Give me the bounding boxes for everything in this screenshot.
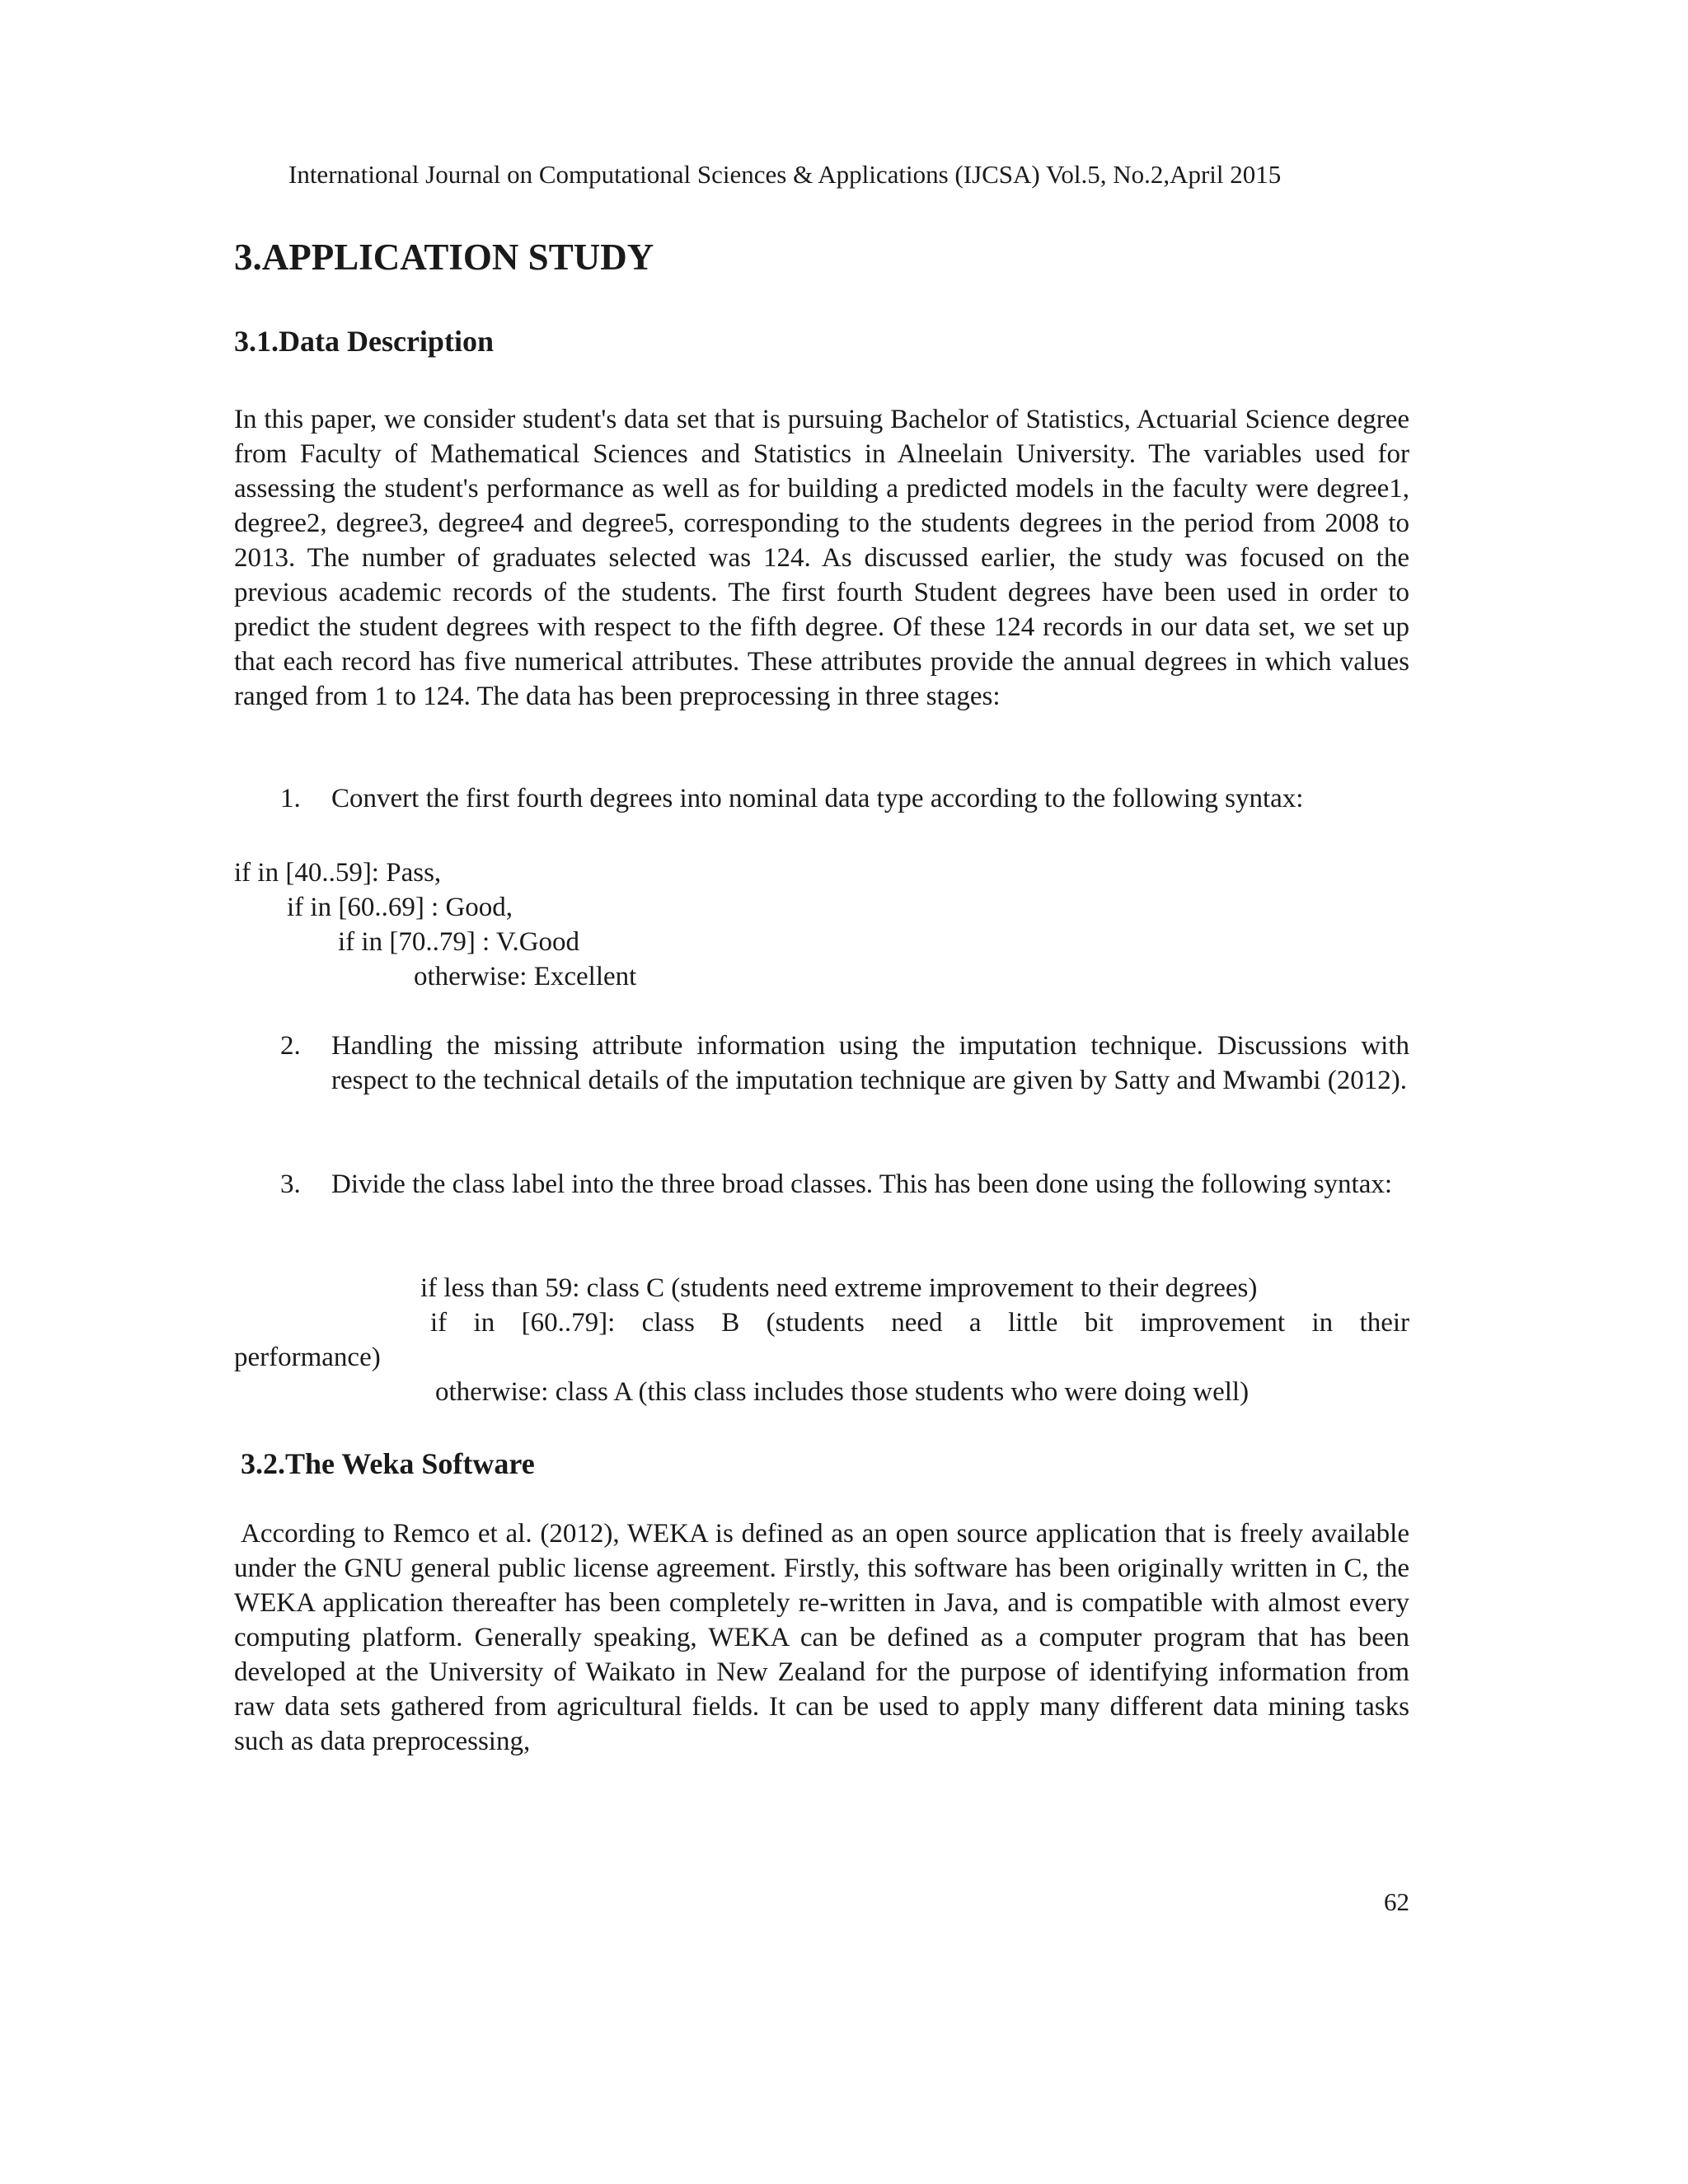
weka-paragraph: According to Remco et al. (2012), WEKA is defined as an open source application that is freely available under the GNU general public license agreement. Firstly, this software has been originally written in C, the WEKA application thereafter has been completely re-written in Java, and is compatible with almost every computing platform. Generally speaking, WEKA can be defined as a computer program that has been developed at the University of Waikato in New Zealand for the purpose of identifying information from raw data sets gathered from agricultural fields. It can be used to apply many different data mining tasks such as data preprocessing,: [234, 1519, 1409, 1756]
grade-syntax-line-1: if in [40..59]: Pass,: [234, 858, 442, 888]
step-1-text: Convert the first fourth degrees into nominal data type according to the following syntax:: [331, 784, 1304, 813]
step-1: [280, 781, 1409, 816]
class-syntax-line-2: if in [60..79]: class B (students need a little bit improvement in their: [430, 1308, 1409, 1338]
step-3-number: 3.: [280, 1169, 301, 1199]
step-3-text: Divide the class label into the three broad classes. This has been done using the following syntax:: [331, 1169, 1393, 1199]
page-number: 62: [1384, 1887, 1409, 1916]
step-2-text: Handling the missing attribute information using the imputation technique. Discussions with respect to the technical details of the imputation technique are given by Satty and Mwambi (2012).: [331, 1031, 1409, 1095]
step-2-number: 2.: [280, 1031, 301, 1061]
class-syntax-line-3: otherwise: class A (this class includes those students who were doing well): [435, 1377, 1250, 1407]
subsection-title-weka: 3.2.The Weka Software: [241, 1447, 535, 1480]
step-2: [280, 1029, 1409, 1098]
section-title: 3.APPLICATION STUDY: [234, 237, 654, 278]
grade-syntax-line-4: otherwise: Excellent: [414, 962, 637, 991]
running-header: International Journal on Computational Sciences & Applications (IJCSA) Vol.5, No.2,April 2015: [288, 160, 1282, 189]
class-syntax-line-1: if less than 59: class C (students need extreme improvement to their degrees): [420, 1273, 1258, 1303]
grade-syntax-line-2: if in [60..69] : Good,: [287, 893, 513, 922]
class-syntax-line-2-continuation: performance): [234, 1343, 381, 1372]
step-1-number: 1.: [280, 784, 301, 813]
subsection-title-data-description: 3.1.Data Description: [234, 325, 494, 358]
data-description-paragraph: In this paper, we consider student's data set that is pursuing Bachelor of Statistics, Actuarial Science degree from Faculty of Mathematical Sciences and Statistics in Alneelain University. The variables used for assessing the student's performance as well as for building a predicted models in the faculty were degree1, degree2, degree3, degree4 and degree5, corresponding to the students degrees in the period from 2008 to 2013. The number of graduates selected was 124. As discussed earlier, the study was focused on the previous academic records of the students. The first fourth Student degrees have been used in order to predict the student degrees with respect to the fifth degree. Of these 124 records in our data set, we set up that each record has five numerical attributes. These attributes provide the annual degrees in which values ranged from 1 to 124. The data has been preprocessing in three stages:: [234, 405, 1409, 711]
grade-syntax-line-3: if in [70..79] : V.Good: [338, 927, 580, 957]
step-3: [280, 1167, 1409, 1202]
